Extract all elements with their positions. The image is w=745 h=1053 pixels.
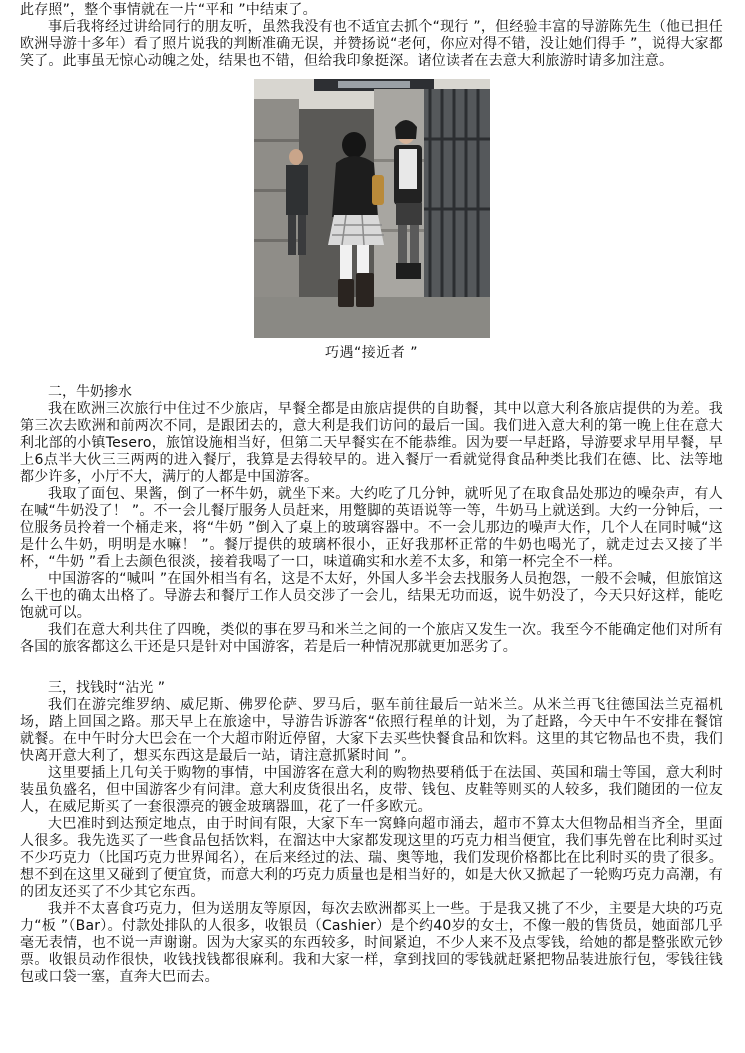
paragraph: 我们在游完维罗纳、威尼斯、佛罗伦萨、罗马后，驱车前往最后一站米兰。从米兰再飞往德国法兰克福机场，踏上回国之路。那天早上在旅途中，导游告诉游客“依照行程单的计划，为了赶路，今天中午不安排在餐馆就餐。在中午时分大巴会在一个大超市附近停留，大家下去买些快餐食品和饮料。这里的其它物品也不贵，我们快离开意大利了，想买东西这是最后一站，请注意抓紧时间 ”。: [20, 697, 723, 764]
street-photo-two-women-icon: [254, 79, 490, 338]
paragraph: 大巴准时到达预定地点，由于时间有限，大家下车一窝蜂向超市涌去，超市不算太大但物品相当齐全，里面人很多。我先选买了一些食品包括饮料，在溜达中大家都发现这里的巧克力相当便宜，我们事先曾在比利时买过不少巧克力（比国巧克力世界闻名），在后来经过的法、瑞、奥等地，我们发现价格都比在比利时买的贵了很多。想不到在这里又碰到了便宜货，而意大利的巧克力质量也是相当好的，如是大伙又掀起了一轮购巧克力高潮，有的团友还买了不少其它东西。: [20, 816, 723, 900]
paragraph: 我在欧洲三次旅行中住过不少旅店，早餐全都是由旅店提供的自助餐，其中以意大利各旅店提供的为差。我第三次去欧洲和前两次不同，是跟团去的，意大利是我们访问的最后一国。我们进入意大利的第一晚上住在意大利北部的小镇Tesero，旅馆设施相当好，但第二天早餐实在不能恭维。因为要一早赶路，导游要求早用早餐，早上6点半大伙三三两两的进入餐厅，我算是去得较早的。进入餐厅一看就觉得食品种类比我们在德、比、法等地都少许多，小厅不大，满厅的人都是中国游客。: [20, 401, 723, 485]
section-heading-change: 三，找钱时“沾光 ”: [48, 680, 165, 696]
figure-caption: 巧遇“接近者 ”: [325, 345, 418, 361]
paragraph: 中国游客的“喊叫 ”在国外相当有名，这是不太好，外国人多半会去找服务人员抱怨，一般不会喊，但旅馆这么干也的确太出格了。导游去和餐厅工作人员交涉了一会儿，结果无功而返，说牛奶没了，今天只好这样，能吃饱就可以。: [20, 571, 723, 621]
paragraph-continued: 此存照”，整个事情就在一片“平和 ”中结束了。: [20, 2, 317, 18]
paragraph-guide-verdict: 事后我将经过讲给同行的朋友听，虽然我没有也不适宜去抓个“现行 ”，但经验丰富的导游陈先生（他已担任欧洲导游十多年）看了照片说我的判断准确无误，并赞扬说“老何，你应对得不错，没让她们得手 ”，说得大家都笑了。此事虽无惊心动魄之处，结果也不错，但给我印象挺深。诸位读者在去意大利旅游时请多加注意。: [20, 19, 723, 69]
paragraph: 我并不太喜食巧克力，但为送朋友等原因，每次去欧洲都买上一些。于是我又挑了不少，主要是大块的巧克力“板 ”（Bar）。付款处排队的人很多，收银员（Cashier）是个约40岁的女士，不像一般的售货员，她面部几乎毫无表情，也不说一声谢谢。因为大家买的东西较多，时间紧迫，不少人来不及点零钱，给她的都是整张欧元钞票。收银员动作很快，收钱找钱都很麻利。我和大家一样，拿到找回的零钱就赶紧把物品装进旅行包，零钱往钱包或口袋一塞，直奔大巴而去。: [20, 901, 723, 985]
figure: [20, 79, 723, 362]
paragraph: 我们在意大利共住了四晚，类似的事在罗马和米兰之间的一个旅店又发生一次。我至今不能确定他们对所有各国的旅客都这么干还是只是针对中国游客，若是后一种情况那就更加恶劣了。: [20, 622, 723, 655]
paragraph: 这里要插上几句关于购物的事情，中国游客在意大利的购物热要稍低于在法国、英国和瑞士等国，意大利时装虽负盛名，但中国游客少有问津。意大利皮货很出名，皮带、钱包、皮鞋等则买的人较多，我们随团的一位友人，在威尼斯买了一套很漂亮的镀金玻璃器皿，花了一仟多欧元。: [20, 765, 723, 815]
paragraph: 我取了面包、果酱，倒了一杯牛奶，就坐下来。大约吃了几分钟，就听见了在取食品处那边的噪杂声，有人在喊“牛奶没了！ ”。不一会儿餐厅服务人员赶来，用蹩脚的英语说等一等，牛奶马上就送到。大约一分钟后，一位服务员拎着一个桶走来，将“牛奶 ”倒入了桌上的玻璃容器中。不一会儿那边的噪声大作，几个人在同时喊“这是什么牛奶，明明是水嘛！ ”。餐厅提供的玻璃杯很小，正好我那杯正常的牛奶也喝光了，就走过去又接了半杯，“牛奶 ”看上去颜色很淡，接着我喝了一口，味道确实和水差不太多，和第一杯完全不一样。: [20, 486, 723, 570]
section-heading-milk: 二，牛奶掺水: [48, 384, 132, 400]
